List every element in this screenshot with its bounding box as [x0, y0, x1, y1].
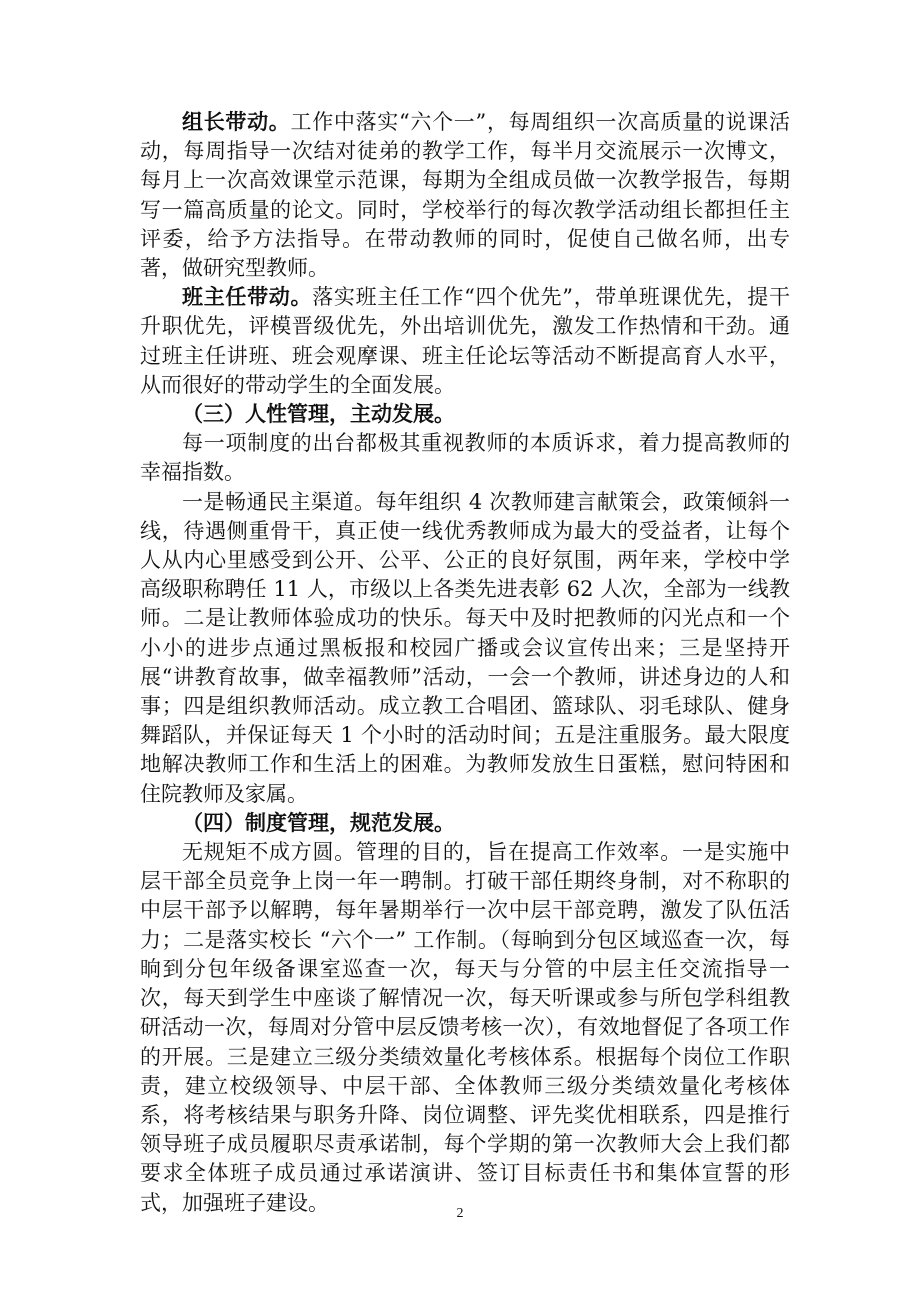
paragraph-class-teacher: [140, 283, 790, 400]
paragraph-text: 工作中落实“六个一”，每周组织一次高质量的说课活动，每周指导一次结对徒弟的教学工作，每半月交流展示一次博文，每月上一次高效课堂示范课，每期为全组成员做一次教学报告，每期写一篇高质量的论文。同时，学校举行的每次教学活动组长都担任主评委，给予方法指导。在带动教师的同时，促使自己做名师，出专著，做研究型教师。: [140, 110, 791, 281]
paragraph-group-leader: [140, 108, 790, 283]
paragraph-teacher-care: 一是畅通民主渠道。每年组织 4 次教师建言献策会，政策倾斜一线，待遇侧重骨干，真正使一线优秀教师成为最大的受益者，让每个人从内心里感受到公开、公平、公正的良好氛围，两年来，学校中学高级职称聘任 11 人，市级以上各类先进表彰 62 人次，全部为一线教师。二是让教师体验成功的快乐。每天中及时把教师的闪光点和一个小小的进步点通过黑板报和校园广播或会议宣传出来；三是坚持开展“讲教育故事，做幸福教师”活动，一会一个教师，讲述身边的人和事；四是组织教师活动。成立教工合唱团、篮球队、羽毛球队、健身舞蹈队，并保证每天 1 个小时的活动时间；五是注重服务。最大限度地解决教师工作和生活上的困难。为教师发放生日蛋糕，慰问特困和住院教师及家属。: [140, 489, 790, 806]
document-page: [140, 108, 790, 1218]
paragraph-intro-3: 每一项制度的出台都极其重视教师的本质诉求，着力提高教师的幸福指数。: [140, 431, 790, 485]
paragraph-text: 落实班主任工作“四个优先”，带单班课优先，提干升职优先，评模晋级优先，外出培训优先，激发工作热情和干劲。通过班主任讲班、班会观摩课、班主任论坛等活动不断提高育人水平，从而很好的带动学生的全面发展。: [140, 285, 790, 397]
paragraph-lead: 班主任带动。: [182, 285, 313, 310]
page-number: 2: [456, 1206, 464, 1221]
paragraph-lead: 组长带动。: [182, 110, 291, 134]
paragraph-system-management: 无规矩不成方圆。管理的目的，旨在提高工作效率。一是实施中层干部全员竞争上岗一年一聘制。打破干部任期终身制，对不称职的中层干部予以解聘，每年暑期举行一次中层干部竞聘，激发了队伍活力；二是落实校长 “六个一” 工作制。（每晌到分包区域巡查一次，每晌到分包年级备课室巡查一次，每天与分管的中层主任交流指导一次，每天到学生中座谈了解情况一次，每天听课或参与所包学科组教研活动一次，每周对分管中层反馈考核一次），有效地督促了各项工作的开展。三是建立三级分类绩效量化考核体系。根据每个岗位工作职责，建立校级领导、中层干部、全体教师三级分类绩效量化考核体系，将考核结果与职务升降、岗位调整、评先奖优相联系，四是推行领导班子成员履职尽责承诺制，每个学期的第一次教师大会上我们都要求全体班子成员通过承诺演讲、签订目标责任书和集体宣誓的形式，加强班子建设。: [140, 840, 790, 1215]
section-heading-4: （四）制度管理，规范发展。: [182, 810, 455, 835]
section-heading-3: （三）人性管理，主动发展。: [182, 402, 455, 427]
